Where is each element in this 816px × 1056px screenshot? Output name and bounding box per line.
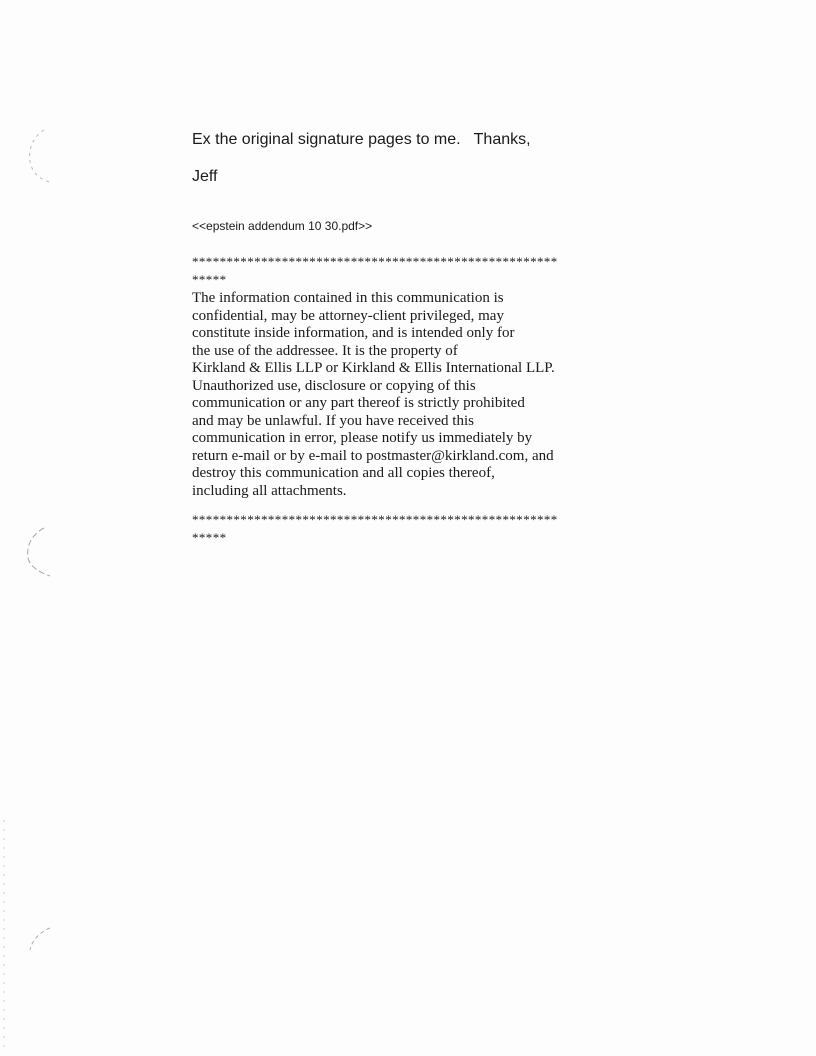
disclaimer-line: communication or any part thereof is strictly prohibited	[192, 395, 525, 411]
email-body-text: Ex the original signature pages to me. Thanks,	[192, 131, 531, 148]
hole-punch-mark-middle	[20, 524, 60, 584]
scan-edge-left	[2, 820, 6, 1050]
disclaimer-separator-top-tail: *****	[192, 272, 227, 287]
disclaimer-separator-bottom: *****************************************************	[192, 512, 558, 527]
disclaimer-line: return e-mail or by e-mail to postmaster@kirkland.com, and	[192, 447, 554, 464]
disclaimer-line: including all attachments.	[192, 482, 347, 499]
disclaimer-line: the use of the addressee. It is the property of	[192, 342, 458, 359]
attachment-reference: <<epstein addendum 10 30.pdf>>	[192, 219, 373, 233]
disclaimer-line: Kirkland & Ellis LLP or Kirkland & Ellis International LLP.	[192, 360, 555, 376]
disclaimer-line: destroy this communication and all copies thereof,	[192, 465, 495, 481]
disclaimer-line: constitute inside information, and is intended only for	[192, 325, 515, 341]
email-signature: Jeff	[192, 168, 218, 185]
confidentiality-disclaimer	[192, 290, 612, 500]
disclaimer-line: communication in error, please notify us immediately by	[192, 430, 533, 446]
disclaimer-line: The information contained in this communication is	[192, 290, 504, 306]
disclaimer-separator-bottom-tail: *****	[192, 530, 227, 545]
disclaimer-line: and may be unlawful. If you have received this	[192, 412, 474, 429]
disclaimer-line: confidential, may be attorney-client privileged, may	[192, 307, 504, 324]
disclaimer-line: Unauthorized use, disclosure or copying of this	[192, 377, 476, 394]
hole-punch-mark-bottom	[24, 924, 60, 954]
disclaimer-separator-top: *****************************************************	[192, 254, 558, 269]
hole-punch-mark-top	[22, 126, 62, 186]
